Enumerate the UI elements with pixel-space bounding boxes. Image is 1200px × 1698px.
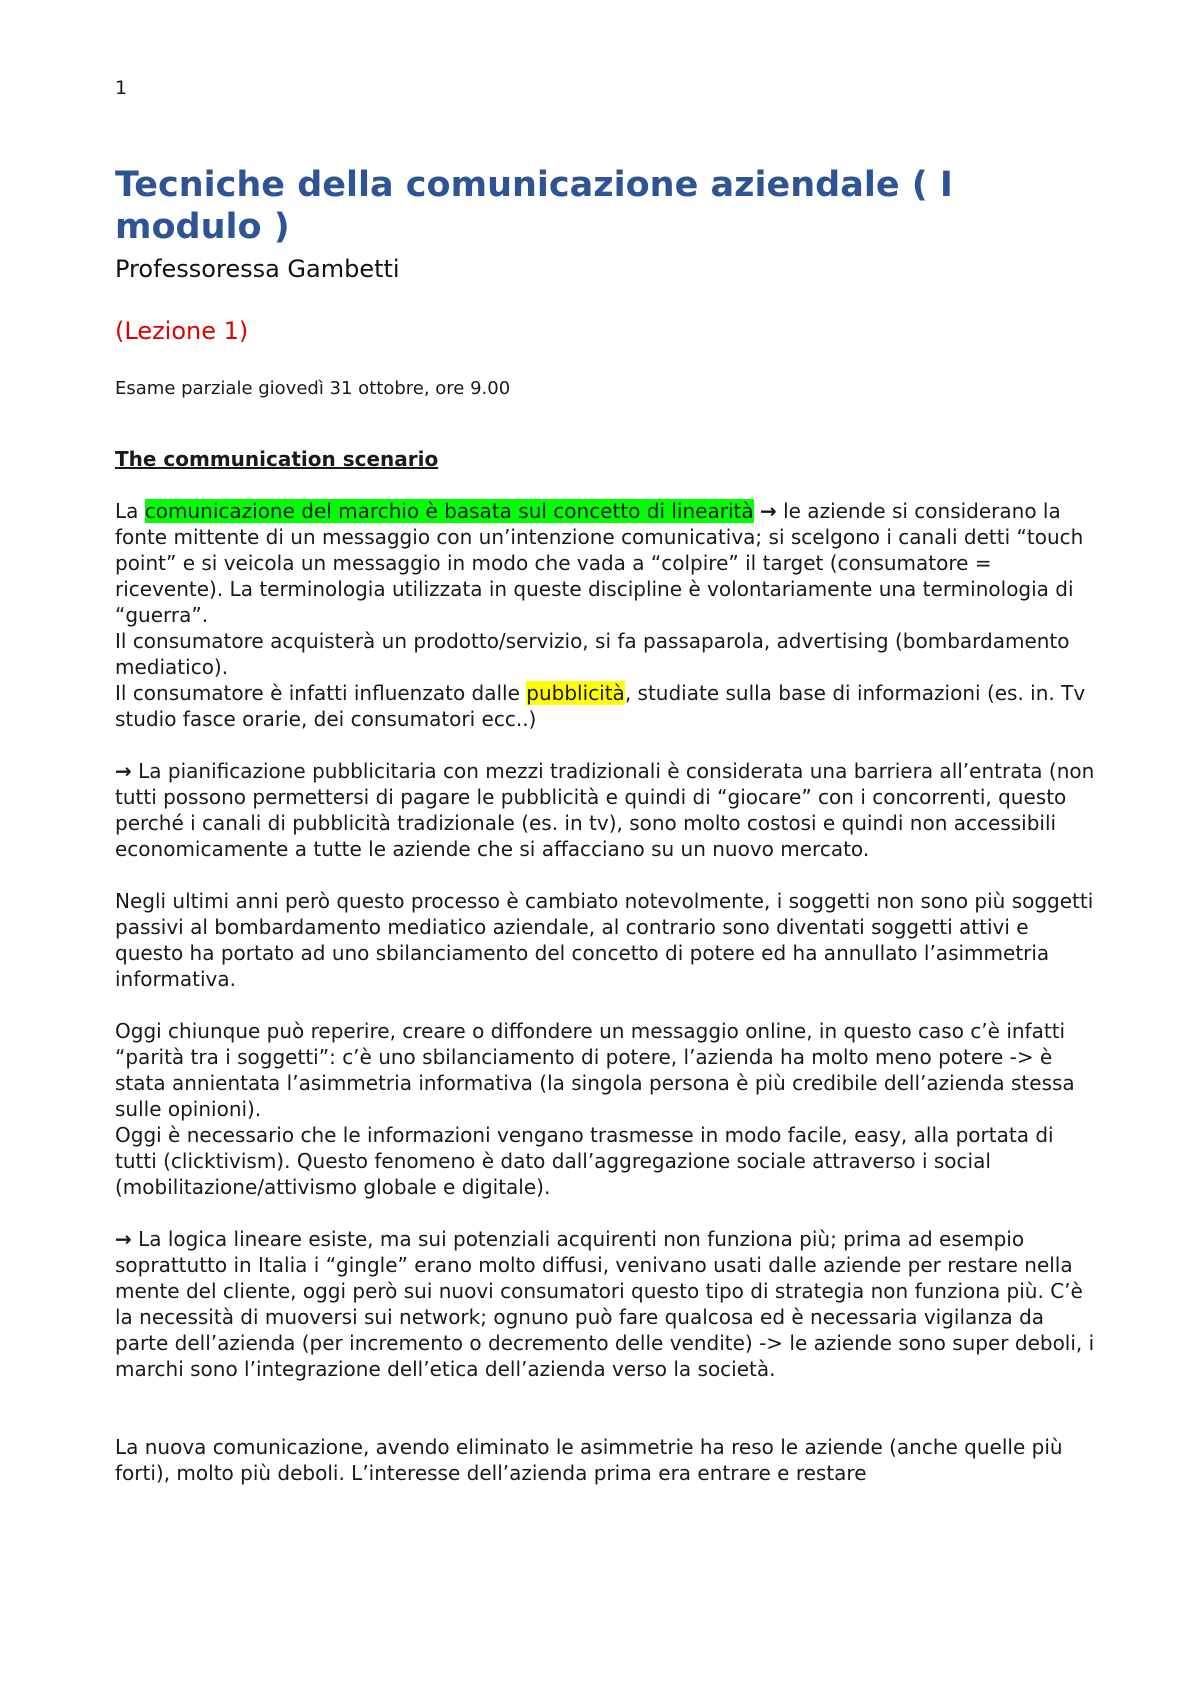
paragraph-influence — [115, 680, 1100, 732]
arrow-icon: → — [759, 499, 777, 523]
paragraph-text: La pianificazione pubblicitaria con mezzi tradizionali è considerata una barriera all’entrata (non tutti possono permettersi di pagare le pubblicità e quindi di “giocare” con i concorrenti, questo perché i canali di pubblicità tradizionale (es. in tv), sono molto costosi e quindi non accessibili economicamente a tutte le aziende che si affacciano su un nuovo mercato. — [115, 759, 1095, 861]
paragraph-consumer: Il consumatore acquisterà un prodotto/servizio, si fa passaparola, advertising (bombardamento mediatico). — [115, 629, 1070, 679]
exam-note: Esame parziale giovedì 31 ottobre, ore 9.00 — [115, 378, 511, 399]
paragraph-text: La — [115, 499, 145, 523]
paragraph-linear-logic — [115, 1226, 1100, 1382]
highlighted-text: pubblicità — [526, 681, 625, 705]
lesson-heading: (Lezione 1) — [115, 317, 249, 345]
document-subtitle: Professoressa Gambetti — [115, 255, 400, 283]
paragraph-text: La logica lineare esiste, ma sui potenziali acquirenti non funziona più; prima ad esempio soprattutto in Italia i “gingle” erano molto diffusi, venivano usati dalle aziende per restare nella mente del cliente, oggi però sui nuovi consumatori questo tipo di strategia non funziona più. C’è la necessità di muoversi sui network; ognuno può fare qualcosa ed è necessaria vigilanza da parte dell’azienda (per incremento o decremento delle vendite) -> le aziende sono super deboli, i marchi sono l’integrazione dell’etica dell’azienda verso la società. — [115, 1227, 1095, 1381]
paragraph-text: le aziende si considerano la fonte mittente di un messaggio con un’intenzione comunicativa; si scelgono i canali detti “touch point” e si veicola un messaggio in modo che vada a “colpire” il target (consumatore = ricevente). La terminologia utilizzata in queste discipline è volontariamente una terminologia di “guerra”. — [115, 499, 1084, 627]
paragraph-clicktivism: Oggi è necessario che le informazioni vengano trasmesse in modo facile, easy, alla portata di tutti (clicktivism). Questo fenomeno è dato dall’aggregazione sociale attraverso i social (mobilitazione/attivismo globale e digitale). — [115, 1123, 1054, 1199]
arrow-icon: → — [115, 759, 132, 783]
section-title: The communication scenario — [115, 447, 439, 471]
paragraph-new-communication: La nuova comunicazione, avendo eliminato le asimmetrie ha reso le aziende (anche quelle più forti), molto più deboli. L’interesse dell’azienda prima era entrare e restare — [115, 1435, 1063, 1485]
paragraph-linearity — [115, 498, 1100, 628]
paragraph-parity: Oggi chiunque può reperire, creare o diffondere un messaggio online, in questo caso c’è infatti “parità tra i soggetti”: c’è uno sbilanciamento di potere, l’azienda ha molto meno potere -> è stata annientata l’asimmetria informativa (la singola persona è più credibile dell’azienda stessa sulle opinioni). — [115, 1019, 1075, 1121]
highlighted-text: comunicazione del marchio è basata sul concetto di linearità — [144, 499, 754, 523]
page-number: 1 — [115, 77, 128, 99]
document-title: Tecniche della comunicazione aziendale ( I modulo ) — [115, 165, 953, 247]
paragraph-change: Negli ultimi anni però questo processo è cambiato notevolmente, i soggetti non sono più soggetti passivi al bombardamento mediatico aziendale, al contrario sono diventati soggetti attivi e questo ha portato ad uno sbilanciamento del concetto di potere ed ha annullato l’asimmetria informativa. — [115, 889, 1094, 991]
paragraph-barrier — [115, 758, 1100, 862]
paragraph-text: , studiate sulla base di informazioni (es. in. Tv studio fasce orarie, dei consumatori ecc..) — [115, 681, 1086, 731]
document-body — [115, 164, 1100, 1486]
arrow-icon: → — [115, 1227, 132, 1251]
paragraph-text: Il consumatore è infatti influenzato dalle — [115, 681, 527, 705]
